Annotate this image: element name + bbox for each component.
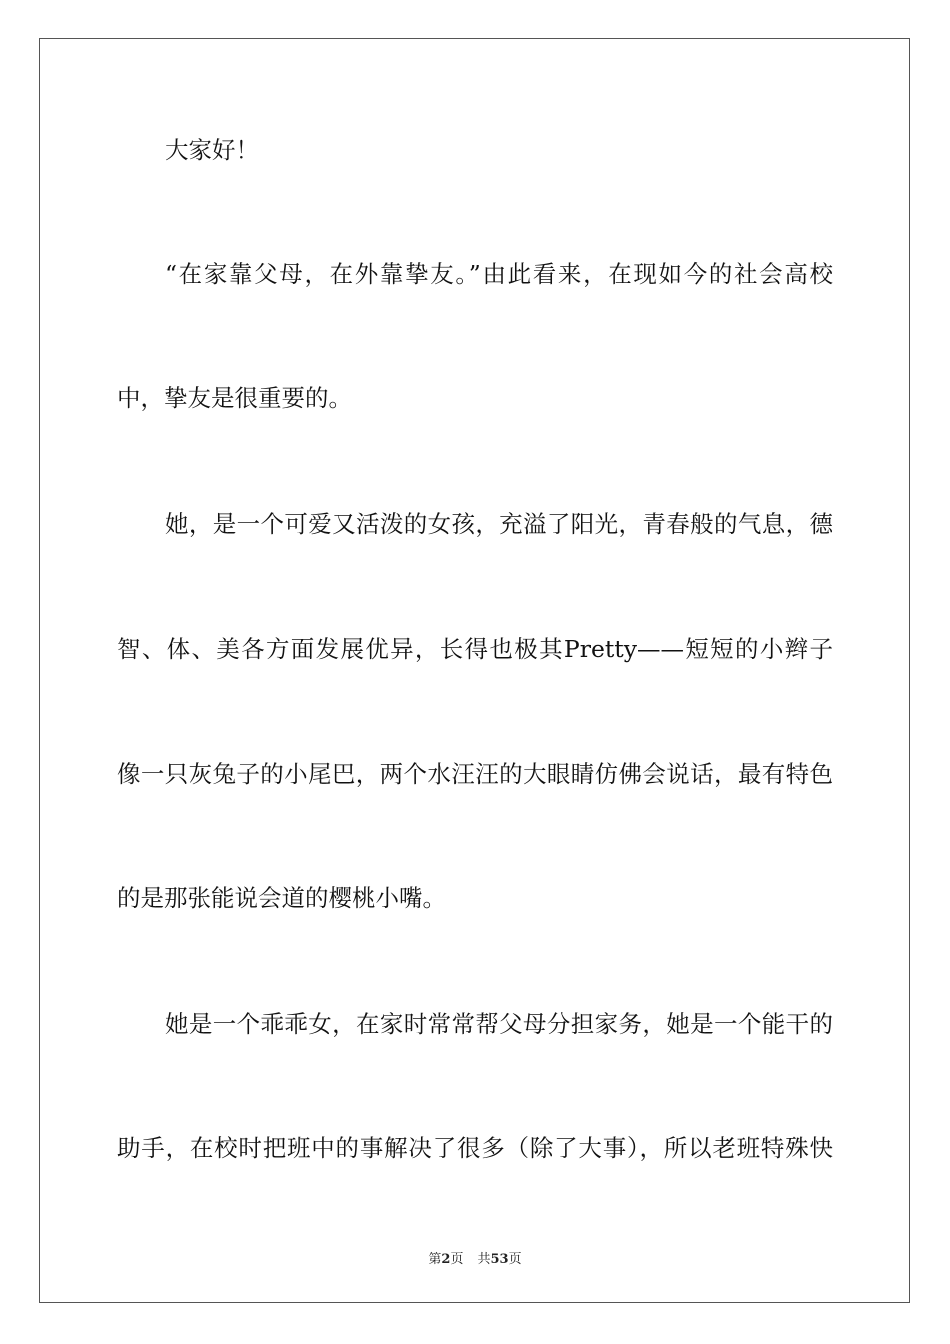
paragraph-1-line-2: 中，挚友是很重要的。 — [117, 384, 352, 412]
footer-page-number: 2 — [441, 1252, 451, 1267]
footer-total-prefix: 共 — [477, 1252, 491, 1267]
paragraph-2-line-2: 智、体、美各方面发展优异，长得也极其Pretty——短短的小辫子 — [117, 635, 833, 663]
paragraph-2-line-4: 的是那张能说会道的樱桃小嘴。 — [117, 884, 446, 912]
paragraph-2-line-1: 她，是一个可爱又活泼的女孩，充溢了阳光，青春般的气息，德 — [165, 510, 833, 538]
footer-page-prefix: 第 — [428, 1252, 442, 1267]
page-footer — [0, 1248, 950, 1267]
footer-page-suffix: 页 — [450, 1252, 464, 1267]
greeting-line: 大家好！ — [165, 136, 259, 164]
page-border — [39, 38, 910, 1303]
paragraph-3-line-2: 助手，在校时把班中的事解决了很多（除了大事），所以老班特殊快 — [117, 1134, 833, 1162]
footer-total-suffix: 页 — [508, 1252, 522, 1267]
paragraph-3-line-1: 她是一个乖乖女，在家时常常帮父母分担家务，她是一个能干的 — [165, 1010, 833, 1038]
paragraph-1-line-1: “在家靠父母，在外靠挚友。”由此看来，在现如今的社会高校 — [165, 260, 833, 288]
footer-total-pages: 53 — [490, 1252, 509, 1267]
paragraph-2-line-3: 像一只灰兔子的小尾巴，两个水汪汪的大眼睛仿佛会说话，最有特色 — [117, 760, 833, 788]
